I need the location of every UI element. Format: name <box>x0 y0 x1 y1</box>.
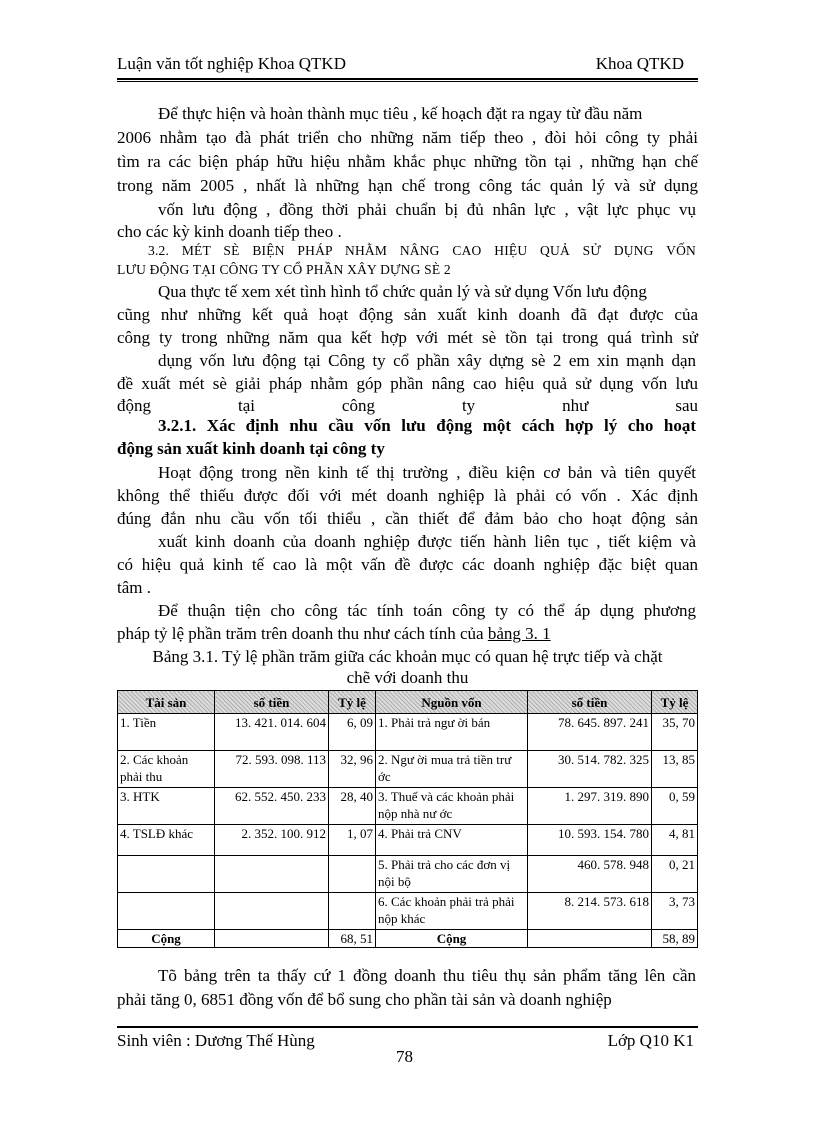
paragraph-line: có hiệu quả kinh tế cao là một vấn đề được các doanh nghiệp đặc biệt quan <box>117 555 698 574</box>
asset-cell: 2. Các khoản phải thu <box>118 751 215 788</box>
paragraph-line: trong năm 2005 , nhất là những hạn chế trong công tác quản lý và sử dụng <box>117 176 698 195</box>
column-header: Tỷ lệ <box>652 691 698 714</box>
subsection-heading: động sản xuất kinh doanh tại công ty <box>117 439 385 458</box>
ratio-cell: 0, 59 <box>652 788 698 825</box>
paragraph-line: 2006 nhằm tạo đà phát triển cho những năm tiếp theo , đòi hỏi công ty phải <box>117 128 698 147</box>
paragraph-line: Hoạt động trong nền kinh tế thị trường , điều kiện cơ bản và tiên quyết <box>158 463 696 482</box>
ratio-cell <box>329 893 376 930</box>
header-rule-thin <box>117 81 698 82</box>
amount-cell: 1. 297. 319. 890 <box>528 788 652 825</box>
column-header: số tiền <box>528 691 652 714</box>
asset-cell: 4. TSLĐ khác <box>118 825 215 856</box>
paragraph-line: không thể thiếu được đối với mét doanh nghiệp là phải có vốn . Xác định <box>117 486 698 505</box>
paragraph-line: vốn lưu động , đồng thời phải chuẩn bị đủ nhân lực , vật lực phục vụ <box>158 200 696 219</box>
ratio-cell: 0, 21 <box>652 856 698 893</box>
table-row <box>118 751 698 788</box>
source-cell: 6. Các khoản phải trả phải nộp khác <box>376 893 528 930</box>
ratio-cell: 28, 40 <box>329 788 376 825</box>
header-rule <box>117 78 698 80</box>
footer-student: Sinh viên : Dương Thế Hùng <box>117 1031 315 1050</box>
subsection-heading: 3.2.1. Xác định nhu cầu vốn lưu động một cách hợp lý cho hoạt <box>158 416 696 435</box>
header-title: Luận văn tốt nghiệp Khoa QTKD <box>117 54 346 73</box>
ratio-cell: 6, 09 <box>329 714 376 751</box>
column-header: Tỷ lệ <box>329 691 376 714</box>
table-total-row <box>118 930 698 948</box>
paragraph-line: phải tăng 0, 6851 đồng vốn để bổ sung cho phần tài sản và doanh nghiệp <box>117 990 612 1009</box>
paragraph-line: dụng vốn lưu động tại Công ty cổ phần xây dựng sè 2 em xin mạnh dạn <box>158 351 696 370</box>
paragraph-line: động tại công ty như sau <box>117 396 698 415</box>
paragraph-line: xuất kinh doanh của doanh nghiệp được tiến hành liên tục , tiết kiệm và <box>158 532 696 551</box>
source-cell: 4. Phải trả CNV <box>376 825 528 856</box>
empty-cell <box>528 930 652 948</box>
paragraph-line: cũng như những kết quả hoạt động sản xuất kinh doanh đã đạt được của <box>117 305 698 324</box>
paragraph-line: đúng đắn nhu cầu vốn tối thiểu , cần thiết để đảm bảo cho hoạt động sản <box>117 509 698 528</box>
column-header: Tài sản <box>118 691 215 714</box>
paragraph-line <box>117 624 698 644</box>
table-row <box>118 856 698 893</box>
table-header-row <box>118 691 698 714</box>
table-caption: chẽ với doanh thu <box>346 668 469 687</box>
ratio-cell: 4, 81 <box>652 825 698 856</box>
paragraph-line: đề xuất mét sè giải pháp nhằm góp phần nâng cao hiệu quả sử dụng vốn lưu <box>117 374 698 393</box>
footer-class: Lớp Q10 K1 <box>607 1031 694 1050</box>
amount-cell: 13. 421. 014. 604 <box>215 714 329 751</box>
amount-cell: 30. 514. 782. 325 <box>528 751 652 788</box>
amount-cell: 10. 593. 154. 780 <box>528 825 652 856</box>
amount-cell: 62. 552. 450. 233 <box>215 788 329 825</box>
amount-cell: 2. 352. 100. 912 <box>215 825 329 856</box>
ratio-table <box>117 690 698 948</box>
table-caption: Bảng 3.1. Tỷ lệ phần trăm giữa các khoản mục có quan hệ trực tiếp và chặt <box>152 647 663 666</box>
footer-rule <box>117 1026 698 1028</box>
paragraph-line: Để thực hiện và hoàn thành mục tiêu , kế hoạch đặt ra ngay từ đầu năm <box>158 104 643 123</box>
source-cell: 5. Phải trả cho các đơn vị nội bộ <box>376 856 528 893</box>
total-label: Cộng <box>376 930 528 948</box>
ratio-cell: 13, 85 <box>652 751 698 788</box>
ratio-cell <box>329 856 376 893</box>
paragraph-line: Tõ bảng trên ta thấy cứ 1 đồng doanh thu tiêu thụ sản phẩm tăng lên cần <box>158 966 696 985</box>
asset-cell: 1. Tiền <box>118 714 215 751</box>
asset-cell <box>118 856 215 893</box>
source-cell: 1. Phải trả ngư ời bán <box>376 714 528 751</box>
table-row <box>118 825 698 856</box>
section-heading: 3.2. MÉT SÈ BIỆN PHÁP NHẰM NÂNG CAO HIỆU QUẢ SỬ DỤNG VỐN <box>148 243 696 258</box>
amount-cell: 460. 578. 948 <box>528 856 652 893</box>
ratio-cell: 35, 70 <box>652 714 698 751</box>
paragraph-line: tâm . <box>117 578 151 597</box>
total-ratio: 68, 51 <box>329 930 376 948</box>
paragraph-line: công ty trong những năm qua kết hợp với mét sè tồn tại trong quá trình sử <box>117 328 698 347</box>
source-cell: 3. Thuế và các khoản phải nộp nhà nư ớc <box>376 788 528 825</box>
table-row <box>118 714 698 751</box>
paragraph-line: Để thuận tiện cho công tác tính toán công ty có thể áp dụng phương <box>158 601 696 620</box>
asset-cell: 3. HTK <box>118 788 215 825</box>
amount-cell: 78. 645. 897. 241 <box>528 714 652 751</box>
ratio-cell: 32, 96 <box>329 751 376 788</box>
paragraph-text: pháp tỷ lệ phần trăm trên doanh thu như cách tính của <box>117 624 488 643</box>
paragraph-line: Qua thực tế xem xét tình hình tổ chức quản lý và sử dụng Vốn lưu động <box>158 282 647 301</box>
total-ratio: 58, 89 <box>652 930 698 948</box>
amount-cell: 72. 593. 098. 113 <box>215 751 329 788</box>
amount-cell <box>215 856 329 893</box>
column-header: số tiền <box>215 691 329 714</box>
column-header: Nguồn vốn <box>376 691 528 714</box>
header-department: Khoa QTKD <box>595 54 684 73</box>
asset-cell <box>118 893 215 930</box>
paragraph-line: tìm ra các biện pháp hữu hiệu nhằm khắc phục những tồn tại , những hạn chế <box>117 152 698 171</box>
page-header <box>117 54 698 78</box>
table-row <box>118 788 698 825</box>
ratio-cell: 1, 07 <box>329 825 376 856</box>
empty-cell <box>215 930 329 948</box>
ratio-cell: 3, 73 <box>652 893 698 930</box>
paragraph-line: cho các kỳ kinh doanh tiếp theo . <box>117 222 342 241</box>
total-label: Cộng <box>118 930 215 948</box>
page-number: 78 <box>396 1047 413 1066</box>
amount-cell: 8. 214. 573. 618 <box>528 893 652 930</box>
amount-cell <box>215 893 329 930</box>
source-cell: 2. Ngư ời mua trả tiền trư ớc <box>376 751 528 788</box>
section-heading: LƯU ĐỘNG TẠI CÔNG TY CỔ PHẦN XÂY DỰNG SÈ 2 <box>117 262 451 277</box>
table-reference: bảng 3. 1 <box>487 624 551 643</box>
table-row <box>118 893 698 930</box>
